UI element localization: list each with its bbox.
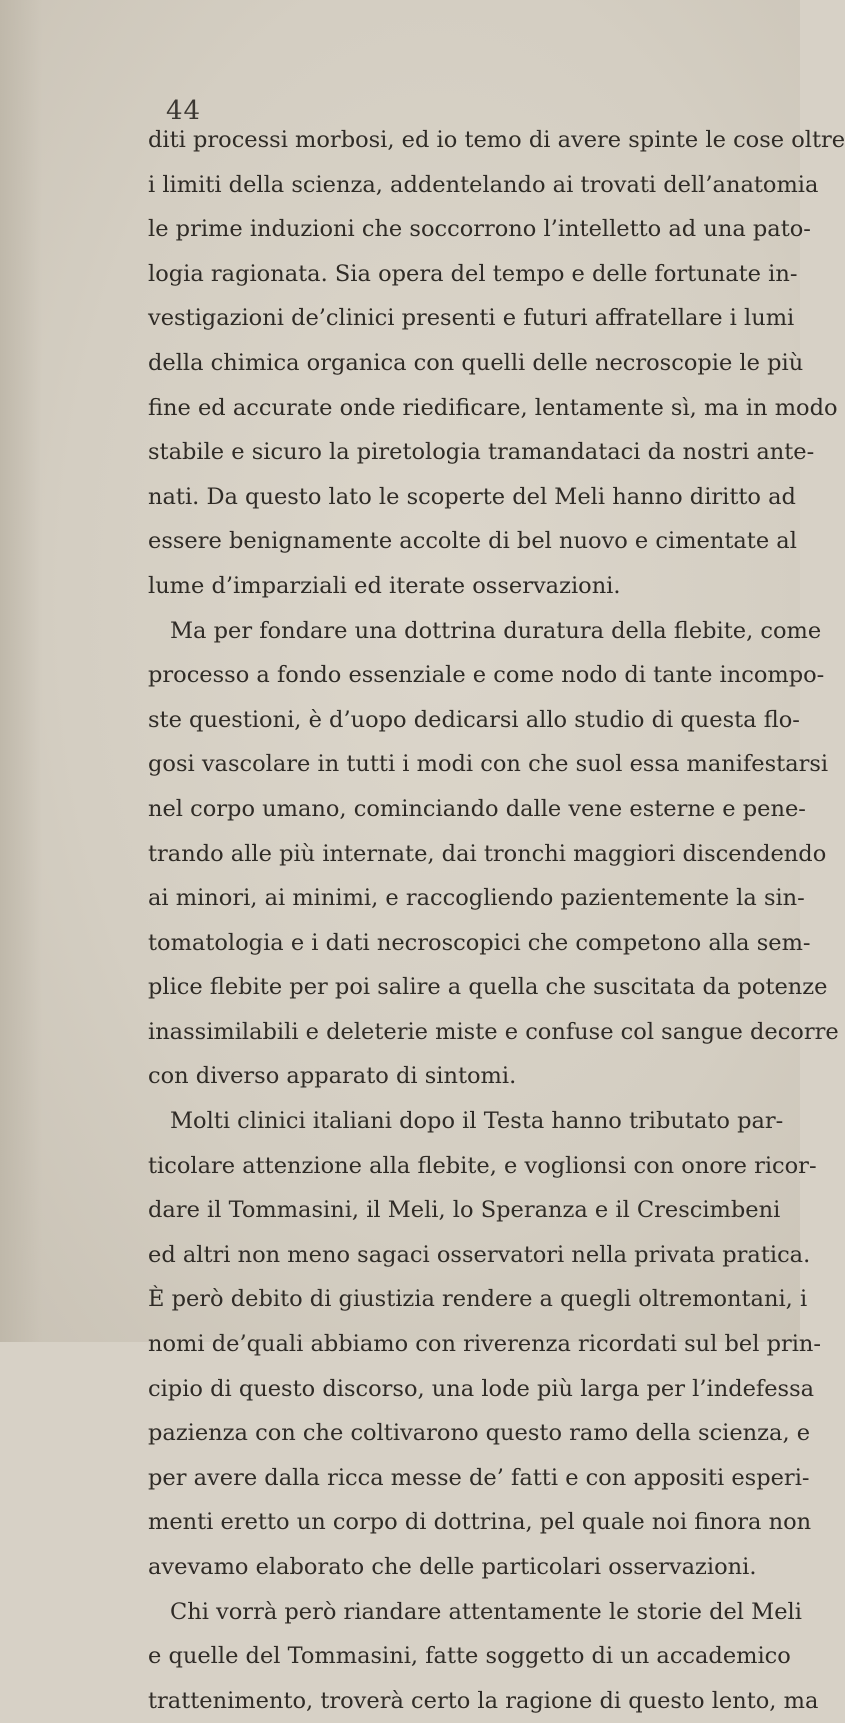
text-line: stabile e sicuro la piretologia tramandataci da nostri ante- <box>148 439 815 466</box>
text-line: della chimica organica con quelli delle necroscopie le più <box>148 349 804 376</box>
text-line: nati. Da questo lato le scoperte del Meli hanno diritto ad <box>148 483 796 510</box>
paragraph-start-line: Chi vorrà però riandare attentamente le storie del Meli <box>170 1598 802 1625</box>
text-line: le prime induzioni che soccorrono l’intelletto ad una pato- <box>148 216 811 243</box>
text-line: pazienza con che coltivarono questo ramo della scienza, e <box>148 1420 811 1447</box>
text-line: plice flebite per poi salire a quella che suscitata da potenze <box>148 974 828 1001</box>
body-text <box>148 118 845 1723</box>
text-line: menti eretto un corpo di dottrina, pel quale noi finora non <box>148 1509 812 1536</box>
text-line: avevamo elaborato che delle particolari osservazioni. <box>148 1554 757 1580</box>
text-line: essere benignamente accolte di bel nuovo e cimentate al <box>148 528 797 555</box>
paragraph-start-line: Molti clinici italiani dopo il Testa hanno tributato par- <box>170 1108 784 1135</box>
text-line: È però debito di giustizia rendere a quegli oltremontani, i <box>148 1286 808 1313</box>
text-line: ai minori, ai minimi, e raccogliendo pazientemente la sin- <box>148 885 805 912</box>
text-line: fine ed accurate onde riedificare, lentamente sì, ma in modo <box>148 394 838 421</box>
page-edge-shadow <box>0 0 42 1342</box>
text-line: vestigazioni de’clinici presenti e futuri affratellare i lumi <box>148 305 795 332</box>
text-line: diti processi morbosi, ed io temo di avere spinte le cose oltre <box>148 127 845 153</box>
text-line: ticolare attenzione alla flebite, e voglionsi con onore ricor- <box>148 1152 817 1179</box>
page-number: 44 <box>166 96 202 126</box>
text-line: ste questioni, è d’uopo dedicarsi allo studio di questa flo- <box>148 706 800 733</box>
text-line: cipio di questo discorso, una lode più larga per l’indefessa <box>148 1375 815 1402</box>
text-line: ed altri non meno sagaci osservatori nella privata pratica. <box>148 1241 811 1268</box>
text-line: tomatologia e i dati necroscopici che competono alla sem- <box>148 929 811 956</box>
text-line: con diverso apparato di sintomi. <box>148 1063 517 1090</box>
text-line: processo a fondo essenziale e come nodo di tante incompo- <box>148 662 825 689</box>
paragraph-start-line: Ma per fondare una dottrina duratura della flebite, come <box>170 617 822 644</box>
text-line: logia ragionata. Sia opera del tempo e delle fortunate in- <box>148 260 798 287</box>
text-line: inassimilabili e deleterie miste e confuse col sangue decorre <box>148 1018 839 1045</box>
text-line: i limiti della scienza, addentelando ai trovati dell’anatomia <box>148 171 819 198</box>
text-line: nel corpo umano, cominciando dalle vene esterne e pene- <box>148 795 806 822</box>
text-line: lume d’imparziali ed iterate osservazioni. <box>148 572 621 599</box>
text-line: per avere dalla ricca messe de’ fatti e con appositi esperi- <box>148 1464 810 1491</box>
text-line: e quelle del Tommasini, fatte soggetto di un accademico <box>148 1643 791 1670</box>
text-line: gosi vascolare in tutti i modi con che suol essa manifestarsi <box>148 751 829 778</box>
text-line: trando alle più internate, dai tronchi maggiori discendendo <box>148 840 827 867</box>
text-line: dare il Tommasini, il Meli, lo Speranza e il Crescimbeni <box>148 1197 781 1224</box>
text-line: trattenimento, troverà certo la ragione di questo lento, ma <box>148 1687 819 1714</box>
text-line: nomi de’quali abbiamo con riverenza ricordati sul bel prin- <box>148 1331 822 1358</box>
